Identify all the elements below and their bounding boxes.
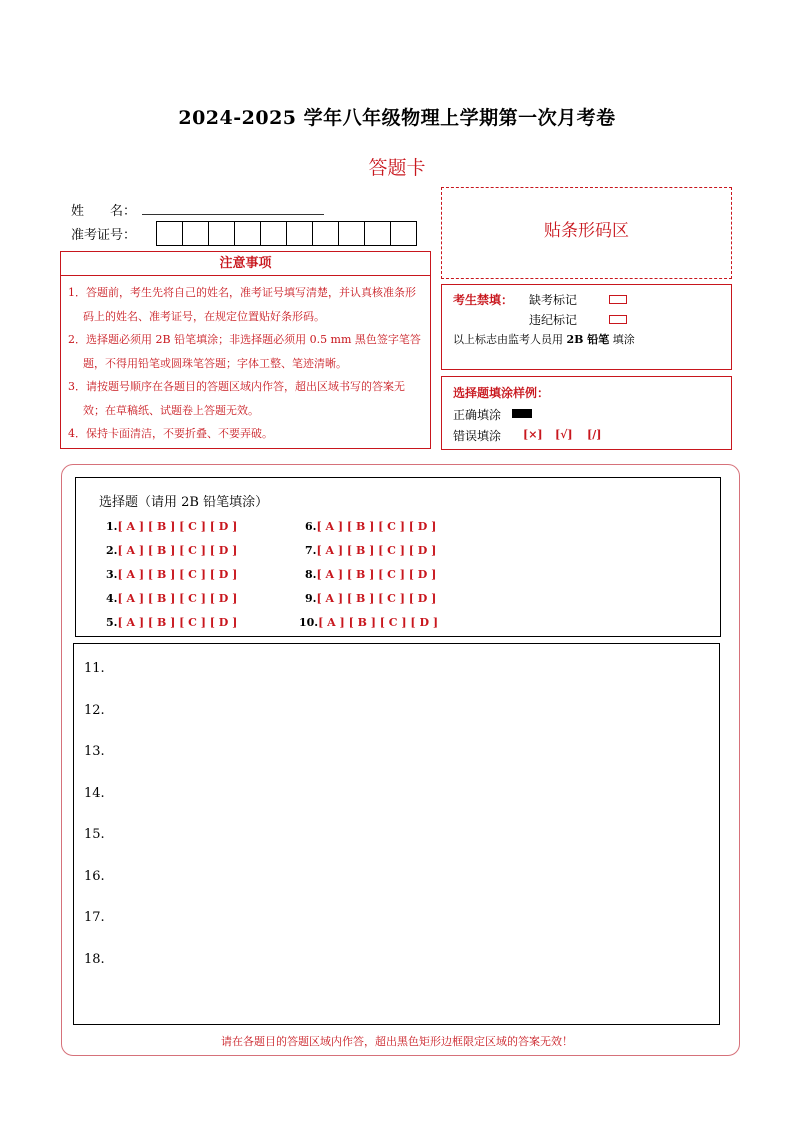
choice-question[interactable] xyxy=(106,544,237,557)
id-label: 准考证号： xyxy=(71,228,137,243)
forbid-note xyxy=(453,331,635,347)
answer-options[interactable]: [ A ] [ B ] [ C ] [ D ] xyxy=(316,544,437,557)
choice-section xyxy=(75,477,721,637)
wrong-mark-x: [×] xyxy=(523,428,543,441)
answer-number: 17. xyxy=(84,910,105,925)
notice-item: 1．答题前，考生先将自己的姓名，准考证号填写清楚，并认真核准条形码上的姓名、准考证号，在规定位置贴好条形码。 xyxy=(68,286,416,323)
answer-number: 11. xyxy=(84,661,105,676)
id-digit-box[interactable] xyxy=(312,221,339,246)
forbid-note-suffix: 填涂 xyxy=(612,333,635,346)
notice-heading: 注意事项 xyxy=(61,252,430,276)
answer-options[interactable]: [ A ] [ B ] [ C ] [ D ] xyxy=(117,592,238,605)
wrong-mark-check: [√] xyxy=(555,428,573,441)
answer-sheet-subtitle: 答题卡 xyxy=(368,157,426,179)
answer-options[interactable]: [ A ] [ B ] [ C ] [ D ] xyxy=(117,544,238,557)
forbid-heading: 考生禁填： xyxy=(453,293,514,307)
name-field[interactable] xyxy=(142,214,324,215)
notice-item: 3．请按题号顺序在各题目的答题区域内作答，超出区域书写的答案无效；在草稿纸、试题卷上答题无效。 xyxy=(68,380,405,417)
absent-mark-box[interactable] xyxy=(609,295,627,304)
choice-question[interactable] xyxy=(305,592,436,605)
answer-options[interactable]: [ A ] [ B ] [ C ] [ D ] xyxy=(117,568,238,581)
barcode-area: 贴条形码区 xyxy=(441,187,732,279)
fill-sample-panel xyxy=(441,376,732,450)
answer-number: 12. xyxy=(84,703,105,718)
choice-question[interactable] xyxy=(106,592,237,605)
choice-question[interactable] xyxy=(299,616,438,629)
question-number: 3. xyxy=(106,568,118,581)
forbid-note-prefix: 以上标志由监考人员用 xyxy=(453,333,563,346)
notice-item: 2．选择题必须用 2B 铅笔填涂；非选择题必须用 0.5 mm 黑色签字笔答题，不得用铅笔或圆珠笔答题；字体工整、笔迹清晰。 xyxy=(68,333,421,370)
id-digit-box[interactable] xyxy=(208,221,235,246)
footer-warning: 请在各题目的答题区域内作答，超出黑色矩形边框限定区域的答案无效！ xyxy=(221,1035,573,1048)
choice-question[interactable] xyxy=(305,544,436,557)
question-number: 10. xyxy=(299,616,319,629)
absent-mark-label: 缺考标记 xyxy=(529,293,578,307)
exam-id-boxes xyxy=(156,221,416,246)
answer-options[interactable]: [ A ] [ B ] [ C ] [ D ] xyxy=(316,568,437,581)
id-digit-box[interactable] xyxy=(182,221,209,246)
wrong-mark-slash: [/] xyxy=(587,428,602,441)
wrong-fill-label: 错误填涂 xyxy=(453,429,502,443)
open-answer-section[interactable] xyxy=(73,643,720,1025)
forbid-note-bold: 2B 铅笔 xyxy=(566,333,610,346)
choice-question[interactable] xyxy=(305,520,436,533)
violation-mark-box[interactable] xyxy=(609,315,627,324)
answer-options[interactable]: [ A ] [ B ] [ C ] [ D ] xyxy=(117,520,238,533)
id-digit-box[interactable] xyxy=(234,221,261,246)
answer-number: 13. xyxy=(84,744,105,759)
id-digit-box[interactable] xyxy=(286,221,313,246)
notice-item: 4．保持卡面清洁，不要折叠、不要弄破。 xyxy=(68,427,273,440)
id-digit-box[interactable] xyxy=(260,221,287,246)
question-number: 6. xyxy=(305,520,317,533)
sample-heading: 选择题填涂样例： xyxy=(453,386,550,400)
choice-question[interactable] xyxy=(106,616,237,629)
examinee-forbidden-panel xyxy=(441,284,732,370)
correct-fill-mark xyxy=(512,409,532,418)
choice-question[interactable] xyxy=(106,568,237,581)
name-label: 姓 名： xyxy=(71,204,137,219)
question-number: 2. xyxy=(106,544,118,557)
answer-options[interactable]: [ A ] [ B ] [ C ] [ D ] xyxy=(316,592,437,605)
correct-fill-label: 正确填涂 xyxy=(453,408,502,422)
answer-options[interactable]: [ A ] [ B ] [ C ] [ D ] xyxy=(316,520,437,533)
question-number: 7. xyxy=(305,544,317,557)
notice-panel xyxy=(60,251,431,449)
answer-number: 18. xyxy=(84,952,105,967)
choice-heading: 选择题（请用 2B 铅笔填涂） xyxy=(99,495,269,510)
id-digit-box[interactable] xyxy=(338,221,365,246)
answer-number: 14. xyxy=(84,786,105,801)
question-number: 1. xyxy=(106,520,118,533)
answer-number: 15. xyxy=(84,827,105,842)
id-digit-box[interactable] xyxy=(156,221,183,246)
choice-question[interactable] xyxy=(106,520,237,533)
violation-mark-label: 违纪标记 xyxy=(529,313,578,327)
question-number: 9. xyxy=(305,592,317,605)
question-number: 4. xyxy=(106,592,118,605)
answer-options[interactable]: [ A ] [ B ] [ C ] [ D ] xyxy=(117,616,238,629)
id-digit-box[interactable] xyxy=(364,221,391,246)
answer-options[interactable]: [ A ] [ B ] [ C ] [ D ] xyxy=(318,616,439,629)
question-number: 8. xyxy=(305,568,317,581)
question-number: 5. xyxy=(106,616,118,629)
choice-question[interactable] xyxy=(305,568,436,581)
id-digit-box[interactable] xyxy=(390,221,417,246)
exam-title: 2024-2025 学年八年级物理上学期第一次月考卷 xyxy=(178,107,616,129)
answer-number: 16. xyxy=(84,869,105,884)
